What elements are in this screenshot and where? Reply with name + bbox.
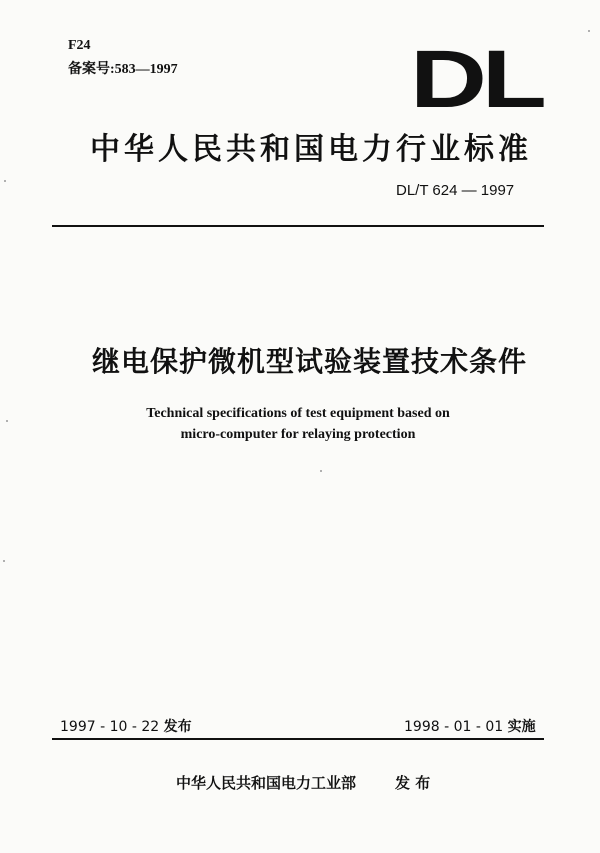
scan-speck bbox=[6, 420, 8, 422]
record-number: 备案号:583—1997 bbox=[68, 62, 178, 77]
implementation-date: 1998 - 01 - 01 bbox=[404, 719, 504, 735]
implementation-date-block bbox=[404, 716, 536, 736]
standard-code: DL/T 624 — 1997 bbox=[396, 182, 515, 199]
issue-date: 1997 - 10 - 22 bbox=[60, 719, 160, 735]
issue-date-block bbox=[60, 716, 192, 736]
implementation-label: 实施 bbox=[507, 719, 536, 735]
document-title-chinese: 继电保护微机型试验装置技术条件 bbox=[92, 345, 528, 378]
dl-logo: DL bbox=[410, 34, 542, 125]
bottom-divider bbox=[52, 738, 544, 740]
scan-speck bbox=[320, 470, 322, 472]
english-title-line-1: Technical specifications of test equipment based on bbox=[146, 406, 450, 421]
issuing-authority: 中华人民共和国电力工业部 bbox=[176, 774, 357, 792]
top-divider bbox=[52, 225, 544, 227]
scan-speck bbox=[4, 180, 6, 182]
issue-action: 发 布 bbox=[395, 774, 431, 792]
document-title-english bbox=[0, 403, 600, 445]
scan-speck bbox=[588, 30, 590, 32]
english-title-line-2: micro-computer for relaying protection bbox=[180, 427, 416, 442]
scan-speck bbox=[3, 560, 5, 562]
classification-code: F24 bbox=[68, 38, 91, 53]
standard-name: 中华人民共和国电力行业标准 bbox=[90, 132, 532, 167]
issue-label: 发布 bbox=[163, 719, 192, 735]
